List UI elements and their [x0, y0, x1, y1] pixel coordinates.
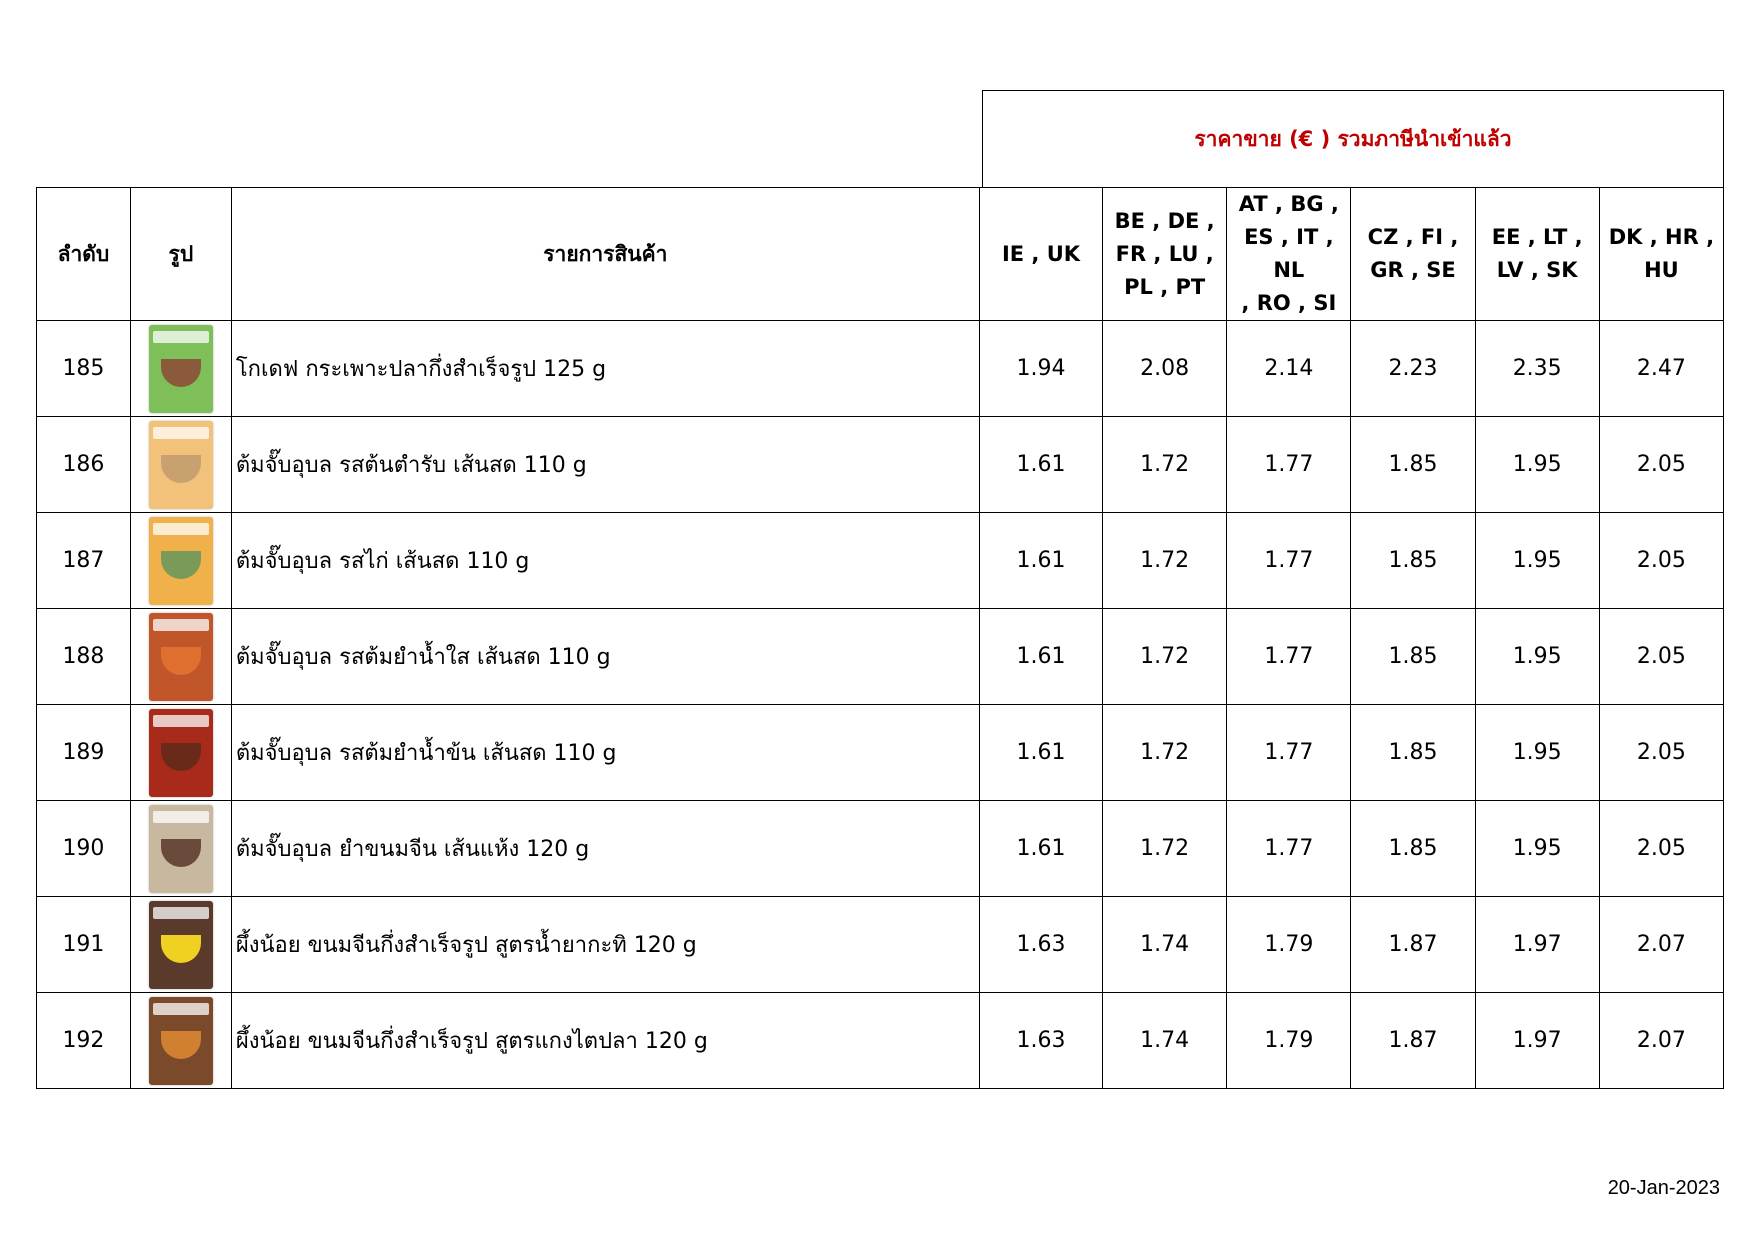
price-region2: 1.74: [1103, 897, 1227, 993]
price-region5: 1.97: [1475, 897, 1599, 993]
document-date: 20-Jan-2023: [1607, 1177, 1720, 1199]
price-region4: 1.87: [1351, 897, 1475, 993]
price-region2: 1.72: [1103, 609, 1227, 705]
price-region5: 1.95: [1475, 609, 1599, 705]
product-name: ต้มจั๊บอุบล รสไก่ เส้นสด 110 g: [231, 513, 979, 609]
price-region6: 2.05: [1599, 513, 1723, 609]
col-region4: CZ , FI , GR , SE: [1351, 188, 1475, 321]
price-region4: 1.85: [1351, 705, 1475, 801]
row-no: 188: [37, 609, 131, 705]
price-region6: 2.07: [1599, 897, 1723, 993]
price-region3: 1.79: [1227, 897, 1351, 993]
product-image: [130, 801, 231, 897]
price-region1: 1.63: [979, 897, 1102, 993]
product-package-image: [149, 709, 213, 797]
price-region1: 1.94: [979, 321, 1102, 417]
product-name: ต้มจั๊บอุบล ยำขนมจีน เส้นแห้ง 120 g: [231, 801, 979, 897]
price-region4: 1.85: [1351, 417, 1475, 513]
product-image: [130, 705, 231, 801]
price-region3: 1.77: [1227, 513, 1351, 609]
col-product: รายการสินค้า: [231, 188, 979, 321]
price-region4: 2.23: [1351, 321, 1475, 417]
product-image: [130, 417, 231, 513]
price-region1: 1.61: [979, 609, 1102, 705]
price-region6: 2.05: [1599, 801, 1723, 897]
price-region1: 1.61: [979, 801, 1102, 897]
row-no: 187: [37, 513, 131, 609]
price-region2: 1.72: [1103, 705, 1227, 801]
row-no: 189: [37, 705, 131, 801]
product-image: [130, 321, 231, 417]
row-no: 192: [37, 993, 131, 1089]
price-region6: 2.47: [1599, 321, 1723, 417]
table-row: [37, 897, 1724, 993]
price-region6: 2.05: [1599, 609, 1723, 705]
price-region4: 1.85: [1351, 609, 1475, 705]
price-region6: 2.05: [1599, 417, 1723, 513]
col-image: รูป: [130, 188, 231, 321]
col-region1: IE , UK: [979, 188, 1102, 321]
price-region3: 1.79: [1227, 993, 1351, 1089]
price-region1: 1.61: [979, 705, 1102, 801]
table-row: [37, 417, 1724, 513]
price-region1: 1.61: [979, 417, 1102, 513]
product-package-image: [149, 901, 213, 989]
product-package-image: [149, 805, 213, 893]
table-row: [37, 513, 1724, 609]
price-region3: 1.77: [1227, 705, 1351, 801]
price-region3: 1.77: [1227, 801, 1351, 897]
row-no: 186: [37, 417, 131, 513]
product-name: ต้มจั๊บอุบล รสต้มยำน้ำข้น เส้นสด 110 g: [231, 705, 979, 801]
table-row: [37, 321, 1724, 417]
col-region2: BE , DE , FR , LU , PL , PT: [1103, 188, 1227, 321]
product-price-table: [36, 187, 1724, 1089]
product-image: [130, 609, 231, 705]
col-no: ลำดับ: [37, 188, 131, 321]
price-region1: 1.61: [979, 513, 1102, 609]
col-region6: DK , HR , HU: [1599, 188, 1723, 321]
product-image: [130, 897, 231, 993]
table-row: [37, 993, 1724, 1089]
product-package-image: [149, 325, 213, 413]
row-no: 190: [37, 801, 131, 897]
price-region3: 2.14: [1227, 321, 1351, 417]
price-region5: 1.95: [1475, 417, 1599, 513]
price-region5: 2.35: [1475, 321, 1599, 417]
row-no: 185: [37, 321, 131, 417]
product-name: โกเดฟ กระเพาะปลากึ่งสำเร็จรูป 125 g: [231, 321, 979, 417]
price-region5: 1.95: [1475, 705, 1599, 801]
table-row: [37, 609, 1724, 705]
col-region5: EE , LT , LV , SK: [1475, 188, 1599, 321]
product-image: [130, 513, 231, 609]
product-name: ต้มจั๊บอุบล รสต้มยำน้ำใส เส้นสด 110 g: [231, 609, 979, 705]
price-region5: 1.97: [1475, 993, 1599, 1089]
price-region2: 1.72: [1103, 513, 1227, 609]
price-region2: 1.74: [1103, 993, 1227, 1089]
product-package-image: [149, 517, 213, 605]
product-package-image: [149, 997, 213, 1085]
price-region2: 1.72: [1103, 801, 1227, 897]
price-header: ราคาขาย (€ ) รวมภาษีนำเข้าแล้ว: [982, 90, 1724, 187]
table-row: [37, 801, 1724, 897]
product-image: [130, 993, 231, 1089]
product-name: ต้มจั๊บอุบล รสต้นตำรับ เส้นสด 110 g: [231, 417, 979, 513]
product-package-image: [149, 613, 213, 701]
price-region3: 1.77: [1227, 417, 1351, 513]
header-row: [37, 188, 1724, 321]
product-name: ผึ้งน้อย ขนมจีนกึ่งสำเร็จรูป สูตรแกงไตปลา 120 g: [231, 993, 979, 1089]
table-row: [37, 705, 1724, 801]
price-region1: 1.63: [979, 993, 1102, 1089]
price-region4: 1.87: [1351, 993, 1475, 1089]
price-region5: 1.95: [1475, 513, 1599, 609]
price-region2: 2.08: [1103, 321, 1227, 417]
price-region5: 1.95: [1475, 801, 1599, 897]
price-region6: 2.05: [1599, 705, 1723, 801]
price-region6: 2.07: [1599, 993, 1723, 1089]
col-region3: AT , BG , ES , IT , NL , RO , SI: [1227, 188, 1351, 321]
price-region4: 1.85: [1351, 801, 1475, 897]
price-region4: 1.85: [1351, 513, 1475, 609]
product-name: ผึ้งน้อย ขนมจีนกึ่งสำเร็จรูป สูตรน้ำยากะทิ 120 g: [231, 897, 979, 993]
row-no: 191: [37, 897, 131, 993]
price-region2: 1.72: [1103, 417, 1227, 513]
product-package-image: [149, 421, 213, 509]
price-region3: 1.77: [1227, 609, 1351, 705]
